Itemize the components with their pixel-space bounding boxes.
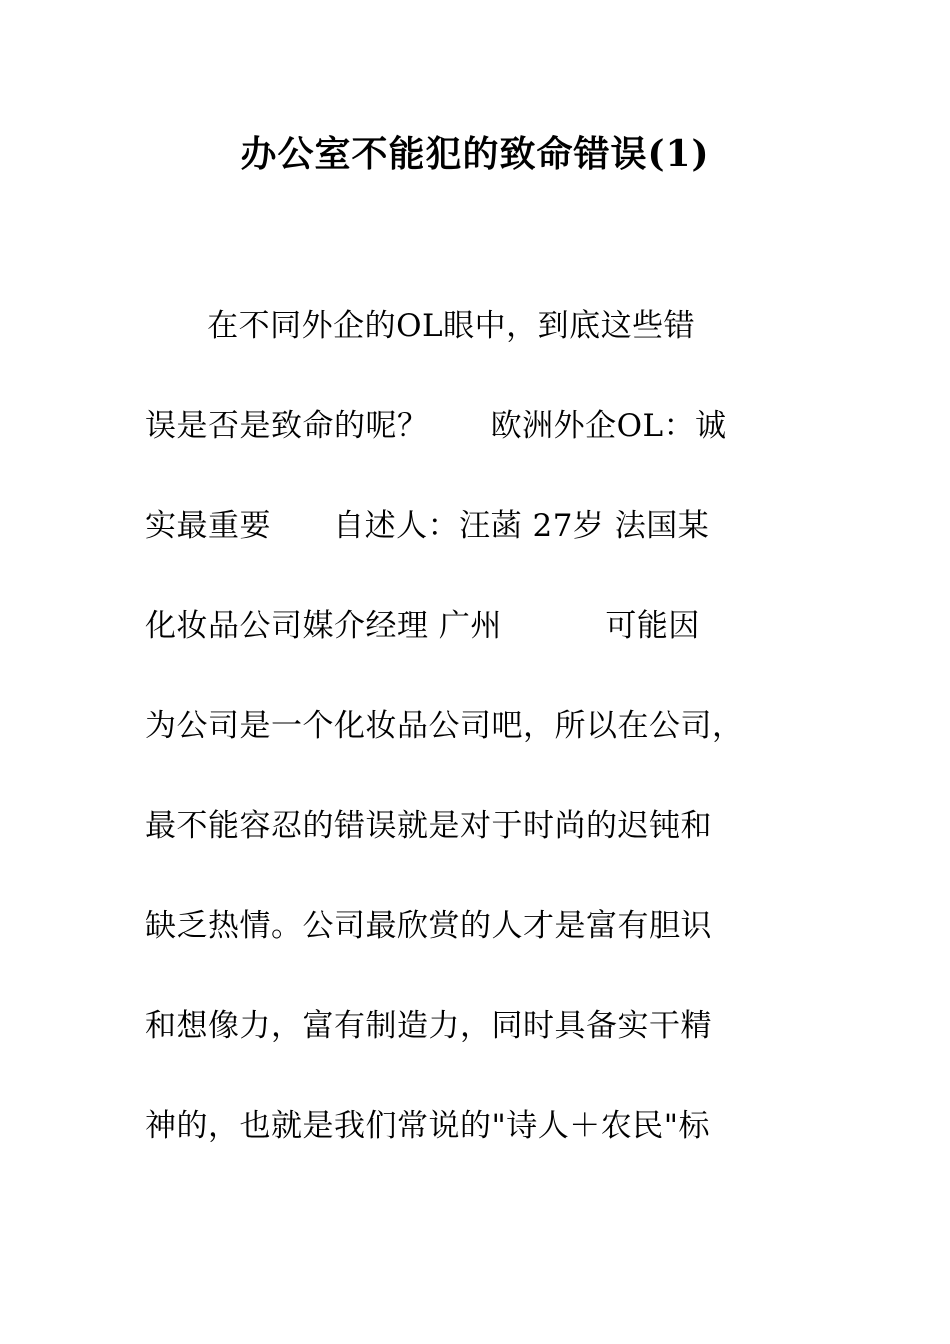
body-line: 化妆品公司媒介经理 广州 可能因 — [145, 608, 700, 644]
body-line: 在不同外企的OL眼中，到底这些错 — [145, 308, 696, 344]
document-body — [145, 300, 805, 1200]
body-line: 最不能容忍的错误就是对于时尚的迟钝和 — [145, 808, 712, 844]
body-line: 实最重要 自述人：汪菡 27岁 法国某 — [145, 508, 710, 544]
body-line: 为公司是一个化妆品公司吧，所以在公司， — [145, 708, 744, 744]
body-line: 神的，也就是我们常说的"诗人＋农民"标 — [145, 1108, 711, 1144]
body-line: 误是否是致命的呢？ 欧洲外企OL：诚 — [145, 408, 727, 444]
body-line: 和想像力，富有制造力，同时具备实干精 — [145, 1008, 712, 1044]
body-line: 缺乏热情。公司最欣赏的人才是富有胆识 — [145, 908, 712, 944]
document-title: 办公室不能犯的致命错误(1) — [240, 133, 710, 175]
